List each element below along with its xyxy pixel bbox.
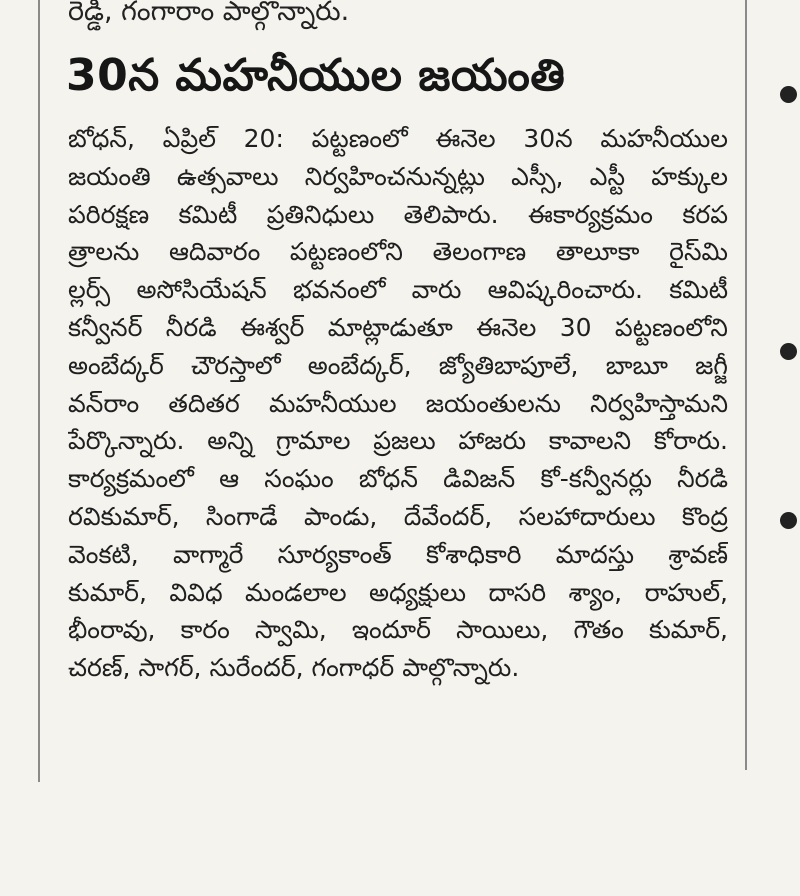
bullet-icon: [780, 86, 797, 103]
article-line: కుమార్, వివిధ మండలాల అధ్యక్షులు దాసరి శ్యాం, రాహుల్,: [68, 577, 728, 607]
bullet-icon: [780, 343, 797, 360]
column-divider-right: [745, 0, 747, 770]
article-line: కార్యక్రమంలో ఆ సంఘం బోధన్ డివిజన్ కో-కన్వీనర్లు నీరడి: [68, 464, 728, 494]
article-line: జయంతి ఉత్సవాలు నిర్వహించనున్నట్లు ఎస్సీ, ఎస్టీ హక్కుల: [68, 161, 728, 191]
article-line: పేర్కొన్నారు. అన్ని గ్రామాల ప్రజలు హాజరు కావాలని కోరారు.: [68, 426, 728, 456]
article-line: వెంకటి, వాగ్మారే సూర్యకాంత్ కోశాధికారి మాదస్తు శ్రావణ్: [68, 539, 728, 569]
article-line: ల్లర్స్ అసోసియేషన్ భవనంలో వారు ఆవిష్కరించారు. కమిటీ: [68, 275, 728, 305]
article-line: త్రాలను ఆదివారం పట్టణంలోని తెలంగాణ తాలూకా రైస్‌మి: [68, 237, 728, 267]
article-line: బోధన్, ఏప్రిల్ 20: పట్టణంలో ఈనెల 30న మహనీయుల: [68, 124, 728, 153]
article-line: పరిరక్షణ కమిటీ ప్రతినిధులు తెలిపారు. ఈకార్యక్రమం కరప: [68, 199, 728, 229]
article-line: చరణ్, సాగర్, సురేందర్, గంగాధర్ పాల్గొన్నారు.: [68, 653, 520, 683]
article-headline: 30న మహనీయుల జయంతి: [66, 50, 566, 101]
article-line: కన్వీనర్ నీరడి ఈశ్వర్ మాట్లాడుతూ ఈనెల 30 పట్టణంలోని: [68, 312, 728, 342]
article-line: భీంరావు, కారం స్వామి, ఇందూర్ సాయిలు, గౌతం కుమార్,: [68, 615, 728, 645]
article-line: అంబేద్కర్ చౌరస్తాలో అంబేద్కర్, జ్యోతిబాపూలే, బాబూ జగ్జీ: [68, 350, 728, 380]
bullet-icon: [780, 512, 797, 529]
article-line: వన్‌రాం తదితర మహనీయుల జయంతులను నిర్వహిస్తామని: [68, 388, 728, 418]
article-line: రవికుమార్, సింగాడే పాండు, దేవేందర్, సలహాదారులు కొంద్ర: [68, 501, 728, 531]
column-divider-left: [38, 0, 40, 782]
article-body: [68, 120, 728, 687]
previous-article-closing-line: రెడ్డి, గంగారాం పాల్గొన్నారు.: [68, 0, 350, 27]
